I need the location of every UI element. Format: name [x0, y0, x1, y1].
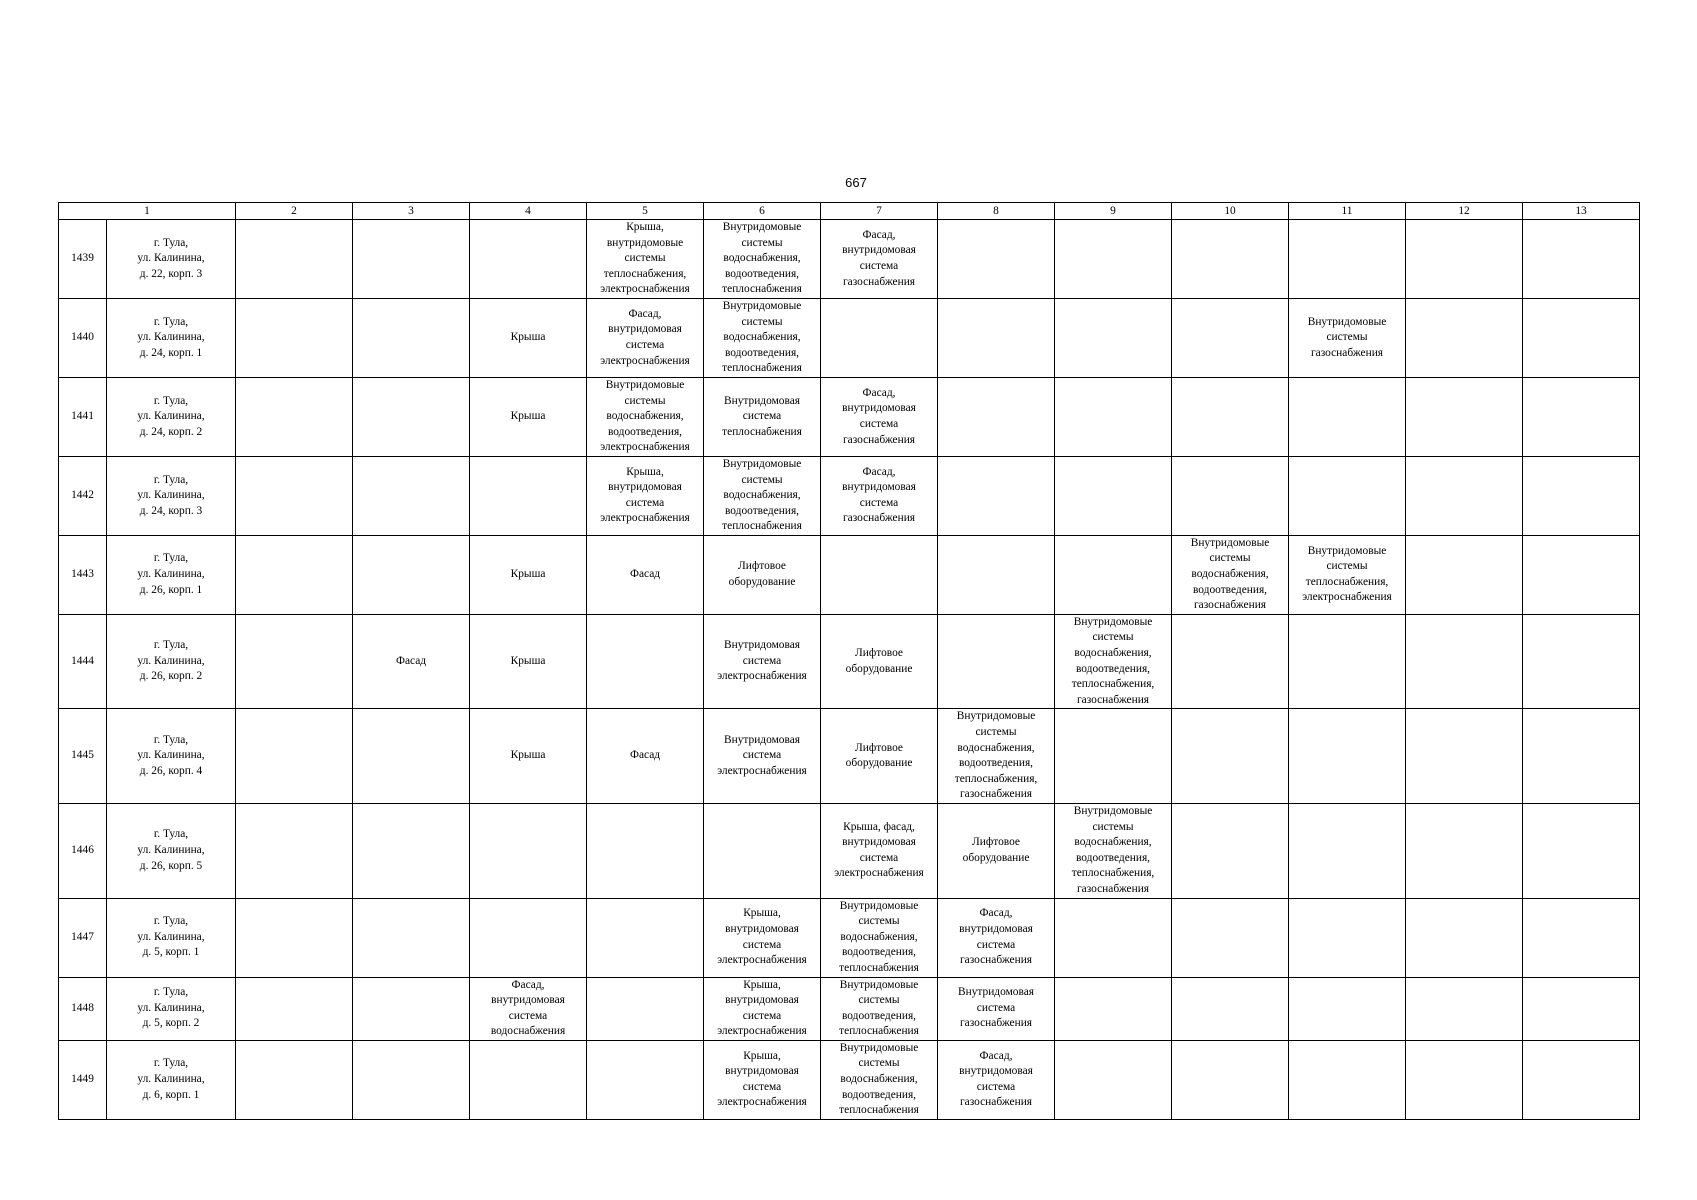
- work-cell: [938, 1040, 1055, 1119]
- work-text: Внутридомовая система электроснабжения: [717, 733, 807, 777]
- page-number: 667: [845, 175, 867, 190]
- work-text: Внутридомовые системы теплоснабжения, электроснабжения: [1302, 544, 1392, 604]
- work-cell: [236, 898, 353, 977]
- work-text: Внутридомовые системы водоснабжения, водоотведения, теплоснабжения: [839, 1041, 919, 1117]
- address-text: г. Тула, ул. Калинина, д. 6, корп. 1: [137, 1057, 205, 1101]
- work-cell: [704, 614, 821, 709]
- work-cell: [1523, 977, 1640, 1040]
- work-cell: [1523, 298, 1640, 377]
- work-cell: [587, 898, 704, 977]
- work-cell: [470, 220, 587, 299]
- work-text: Крыша: [510, 654, 546, 667]
- work-text: Крыша, внутридомовые системы теплоснабжения, электроснабжения: [600, 221, 690, 296]
- work-cell: [938, 803, 1055, 898]
- work-cell: [1406, 535, 1523, 614]
- work-cell: [236, 456, 353, 535]
- header-row: [59, 203, 1640, 220]
- work-cell: [1055, 709, 1172, 804]
- column-header: 10: [1172, 203, 1289, 220]
- work-text: Внутридомовые системы водоснабжения, водоотведения, теплоснабжения, газоснабжения: [1071, 804, 1155, 895]
- table-row: [59, 709, 1640, 804]
- work-cell: [1289, 614, 1406, 709]
- works-table: [58, 202, 1640, 1120]
- work-cell: [821, 220, 938, 299]
- work-cell: [1523, 377, 1640, 456]
- work-cell: [1172, 535, 1289, 614]
- work-cell: [1172, 298, 1289, 377]
- work-cell: [821, 709, 938, 804]
- work-cell: [704, 709, 821, 804]
- work-cell: [1055, 977, 1172, 1040]
- work-cell: [1523, 220, 1640, 299]
- work-cell: [236, 535, 353, 614]
- work-cell: [587, 377, 704, 456]
- work-cell: [353, 220, 470, 299]
- work-cell: [1172, 709, 1289, 804]
- work-cell: [587, 709, 704, 804]
- work-cell: [236, 1040, 353, 1119]
- work-cell: [821, 977, 938, 1040]
- column-header: 3: [353, 203, 470, 220]
- column-header: 13: [1523, 203, 1640, 220]
- work-cell: [821, 535, 938, 614]
- work-cell: [1289, 298, 1406, 377]
- work-text: Внутридомовые системы водоснабжения, водоотведения, электроснабжения: [600, 378, 690, 454]
- work-text: Крыша, фасад, внутридомовая система электроснабжения: [834, 820, 924, 880]
- address-text: г. Тула, ул. Калинина, д. 24, корп. 2: [137, 394, 205, 438]
- work-text: Лифтовое оборудование: [728, 560, 796, 588]
- address-cell: [107, 614, 236, 709]
- work-cell: [1523, 898, 1640, 977]
- work-text: Лифтовое оборудование: [845, 741, 913, 770]
- row-number: 1441: [59, 377, 107, 456]
- work-cell: [587, 535, 704, 614]
- work-cell: [821, 298, 938, 377]
- work-cell: [470, 977, 587, 1040]
- work-cell: [1172, 803, 1289, 898]
- work-text: Фасад, внутридомовая система газоснабжения: [842, 465, 916, 525]
- address-cell: [107, 977, 236, 1040]
- work-cell: [704, 1040, 821, 1119]
- work-cell: [704, 377, 821, 456]
- work-cell: [938, 220, 1055, 299]
- work-cell: [821, 377, 938, 456]
- work-text: Лифтовое оборудование: [962, 836, 1030, 864]
- column-header: 12: [1406, 203, 1523, 220]
- work-text: Крыша: [510, 410, 546, 423]
- work-cell: [470, 709, 587, 804]
- table-row: [59, 614, 1640, 709]
- work-cell: [704, 977, 821, 1040]
- work-text: Фасад: [395, 654, 427, 667]
- work-text: Крыша: [510, 749, 546, 762]
- work-cell: [1406, 1040, 1523, 1119]
- work-cell: [1523, 614, 1640, 709]
- address-cell: [107, 377, 236, 456]
- address-text: г. Тула, ул. Калинина, д. 24, корп. 3: [137, 473, 205, 517]
- address-text: г. Тула, ул. Калинина, д. 5, корп. 2: [137, 986, 205, 1030]
- work-text: Лифтовое оборудование: [845, 647, 913, 675]
- work-cell: [938, 977, 1055, 1040]
- column-header: 5: [587, 203, 704, 220]
- work-text: Фасад, внутридомовая система газоснабжения: [959, 1049, 1033, 1109]
- table-row: [59, 456, 1640, 535]
- column-header: 2: [236, 203, 353, 220]
- work-cell: [1055, 535, 1172, 614]
- work-cell: [587, 1040, 704, 1119]
- work-cell: [938, 456, 1055, 535]
- work-cell: [587, 977, 704, 1040]
- address-text: г. Тула, ул. Калинина, д. 26, корп. 4: [137, 733, 205, 777]
- row-number: 1439: [59, 220, 107, 299]
- address-cell: [107, 220, 236, 299]
- table-row: [59, 377, 1640, 456]
- work-text: Внутридомовая система электроснабжения: [717, 639, 807, 683]
- address-cell: [107, 298, 236, 377]
- work-text: Крыша, внутридомовая система электроснабжения: [600, 465, 690, 525]
- address-text: г. Тула, ул. Калинина, д. 5, корп. 1: [137, 915, 205, 959]
- address-cell: [107, 535, 236, 614]
- work-text: Крыша: [510, 568, 546, 581]
- column-header: 11: [1289, 203, 1406, 220]
- table-row: [59, 977, 1640, 1040]
- work-cell: [1406, 456, 1523, 535]
- address-text: г. Тула, ул. Калинина, д. 24, корп. 1: [137, 315, 205, 359]
- table-row: [59, 535, 1640, 614]
- work-text: Внутридомовые системы водоснабжения, водоотведения, теплоснабжения, газоснабжения: [1071, 615, 1155, 706]
- work-cell: [236, 298, 353, 377]
- work-cell: [1055, 220, 1172, 299]
- work-cell: [236, 977, 353, 1040]
- work-cell: [236, 614, 353, 709]
- work-cell: [1172, 1040, 1289, 1119]
- work-text: Внутридомовые системы водоснабжения, водоотведения, газоснабжения: [1190, 536, 1270, 612]
- column-header: 6: [704, 203, 821, 220]
- column-header: 9: [1055, 203, 1172, 220]
- address-text: г. Тула, ул. Калинина, д. 26, корп. 5: [137, 828, 205, 872]
- row-number: 1444: [59, 614, 107, 709]
- address-cell: [107, 709, 236, 804]
- table-row: [59, 220, 1640, 299]
- work-cell: [353, 977, 470, 1040]
- work-cell: [470, 1040, 587, 1119]
- work-cell: [1055, 456, 1172, 535]
- address-text: г. Тула, ул. Калинина, д. 26, корп. 2: [137, 639, 205, 683]
- work-cell: [1523, 535, 1640, 614]
- address-cell: [107, 803, 236, 898]
- work-cell: [353, 535, 470, 614]
- work-cell: [470, 377, 587, 456]
- work-cell: [470, 298, 587, 377]
- work-cell: [938, 614, 1055, 709]
- work-cell: [587, 298, 704, 377]
- work-cell: [1406, 377, 1523, 456]
- work-cell: [821, 1040, 938, 1119]
- work-cell: [704, 898, 821, 977]
- work-cell: [470, 803, 587, 898]
- work-cell: [1055, 298, 1172, 377]
- work-cell: [1406, 298, 1523, 377]
- table-body: [59, 220, 1640, 1120]
- work-cell: [353, 377, 470, 456]
- work-cell: [1289, 898, 1406, 977]
- work-text: Внутридомовые системы водоснабжения, водоотведения, теплоснабжения: [722, 221, 802, 296]
- work-text: Фасад, внутридомовая система газоснабжения: [842, 228, 916, 288]
- work-cell: [704, 298, 821, 377]
- column-header: 8: [938, 203, 1055, 220]
- address-text: г. Тула, ул. Калинина, д. 22, корп. 3: [137, 236, 205, 280]
- work-cell: [1289, 803, 1406, 898]
- work-cell: [353, 614, 470, 709]
- work-cell: [1055, 614, 1172, 709]
- table-row: [59, 298, 1640, 377]
- work-cell: [587, 614, 704, 709]
- work-cell: [1172, 898, 1289, 977]
- work-text: Фасад: [629, 568, 661, 581]
- work-cell: [1406, 898, 1523, 977]
- work-cell: [236, 709, 353, 804]
- row-number: 1442: [59, 456, 107, 535]
- work-text: Фасад: [629, 749, 661, 762]
- work-cell: [1406, 709, 1523, 804]
- work-cell: [821, 803, 938, 898]
- table-row: [59, 898, 1640, 977]
- work-cell: [1289, 377, 1406, 456]
- work-text: Внутридомовые системы водоснабжения, водоотведения, теплоснабжения, газоснабжения: [954, 710, 1038, 801]
- work-cell: [704, 535, 821, 614]
- address-cell: [107, 1040, 236, 1119]
- work-cell: [470, 456, 587, 535]
- work-cell: [236, 220, 353, 299]
- work-cell: [470, 898, 587, 977]
- work-cell: [1289, 709, 1406, 804]
- address-cell: [107, 456, 236, 535]
- work-text: Крыша, внутридомовая система электроснабжения: [717, 1049, 807, 1109]
- work-text: Внутридомовая система теплоснабжения: [722, 394, 802, 438]
- row-number: 1448: [59, 977, 107, 1040]
- work-cell: [1289, 1040, 1406, 1119]
- work-text: Фасад, внутридомовая система водоснабжения: [490, 978, 566, 1038]
- work-cell: [1523, 1040, 1640, 1119]
- work-text: Фасад, внутридомовая система газоснабжения: [959, 907, 1033, 967]
- work-text: Внутридомовые системы водоснабжения, водоотведения, теплоснабжения: [722, 299, 802, 375]
- work-text: Внутридомовая система газоснабжения: [958, 986, 1035, 1030]
- work-cell: [470, 535, 587, 614]
- work-cell: [1406, 614, 1523, 709]
- work-cell: [1289, 220, 1406, 299]
- work-text: Внутридомовые системы водоотведения, теплоснабжения: [839, 978, 919, 1038]
- work-cell: [1406, 803, 1523, 898]
- work-cell: [1523, 456, 1640, 535]
- row-number: 1445: [59, 709, 107, 804]
- work-cell: [353, 898, 470, 977]
- work-cell: [704, 456, 821, 535]
- table-row: [59, 1040, 1640, 1119]
- work-cell: [1523, 803, 1640, 898]
- work-cell: [353, 1040, 470, 1119]
- work-text: Внутридомовые системы водоснабжения, водоотведения, теплоснабжения: [722, 457, 802, 533]
- work-cell: [1172, 614, 1289, 709]
- work-cell: [938, 898, 1055, 977]
- row-number: 1440: [59, 298, 107, 377]
- row-number: 1443: [59, 535, 107, 614]
- work-cell: [821, 614, 938, 709]
- work-cell: [1055, 803, 1172, 898]
- work-cell: [1406, 977, 1523, 1040]
- work-cell: [1055, 377, 1172, 456]
- work-text: Фасад, внутридомовая система электроснабжения: [600, 307, 690, 367]
- row-number: 1449: [59, 1040, 107, 1119]
- work-cell: [353, 709, 470, 804]
- work-cell: [1523, 709, 1640, 804]
- work-cell: [470, 614, 587, 709]
- work-cell: [1055, 1040, 1172, 1119]
- work-cell: [353, 298, 470, 377]
- work-cell: [353, 803, 470, 898]
- row-number: 1446: [59, 803, 107, 898]
- work-cell: [236, 377, 353, 456]
- work-cell: [1289, 535, 1406, 614]
- work-cell: [938, 298, 1055, 377]
- work-text: Крыша, внутридомовая система электроснабжения: [717, 978, 807, 1038]
- work-cell: [1055, 898, 1172, 977]
- work-cell: [1289, 977, 1406, 1040]
- work-cell: [1172, 456, 1289, 535]
- work-text: Крыша: [510, 331, 546, 344]
- work-text: Крыша, внутридомовая система электроснабжения: [717, 907, 807, 967]
- work-cell: [1172, 377, 1289, 456]
- work-text: Внутридомовые системы газоснабжения: [1307, 315, 1387, 359]
- work-cell: [938, 377, 1055, 456]
- work-cell: [587, 803, 704, 898]
- column-header: 4: [470, 203, 587, 220]
- work-text: Внутридомовые системы водоснабжения, водоотведения, теплоснабжения: [839, 899, 919, 974]
- address-cell: [107, 898, 236, 977]
- work-text: Фасад, внутридомовая система газоснабжения: [842, 386, 916, 446]
- work-cell: [938, 535, 1055, 614]
- work-cell: [1289, 456, 1406, 535]
- work-cell: [587, 220, 704, 299]
- work-cell: [821, 898, 938, 977]
- work-cell: [353, 456, 470, 535]
- table-row: [59, 803, 1640, 898]
- work-cell: [1406, 220, 1523, 299]
- work-cell: [704, 803, 821, 898]
- work-cell: [821, 456, 938, 535]
- work-cell: [1172, 977, 1289, 1040]
- work-cell: [1172, 220, 1289, 299]
- work-cell: [587, 456, 704, 535]
- row-number: 1447: [59, 898, 107, 977]
- work-cell: [704, 220, 821, 299]
- address-text: г. Тула, ул. Калинина, д. 26, корп. 1: [137, 552, 205, 596]
- work-cell: [236, 803, 353, 898]
- work-cell: [938, 709, 1055, 804]
- column-header: 1: [59, 203, 236, 220]
- column-header: 7: [821, 203, 938, 220]
